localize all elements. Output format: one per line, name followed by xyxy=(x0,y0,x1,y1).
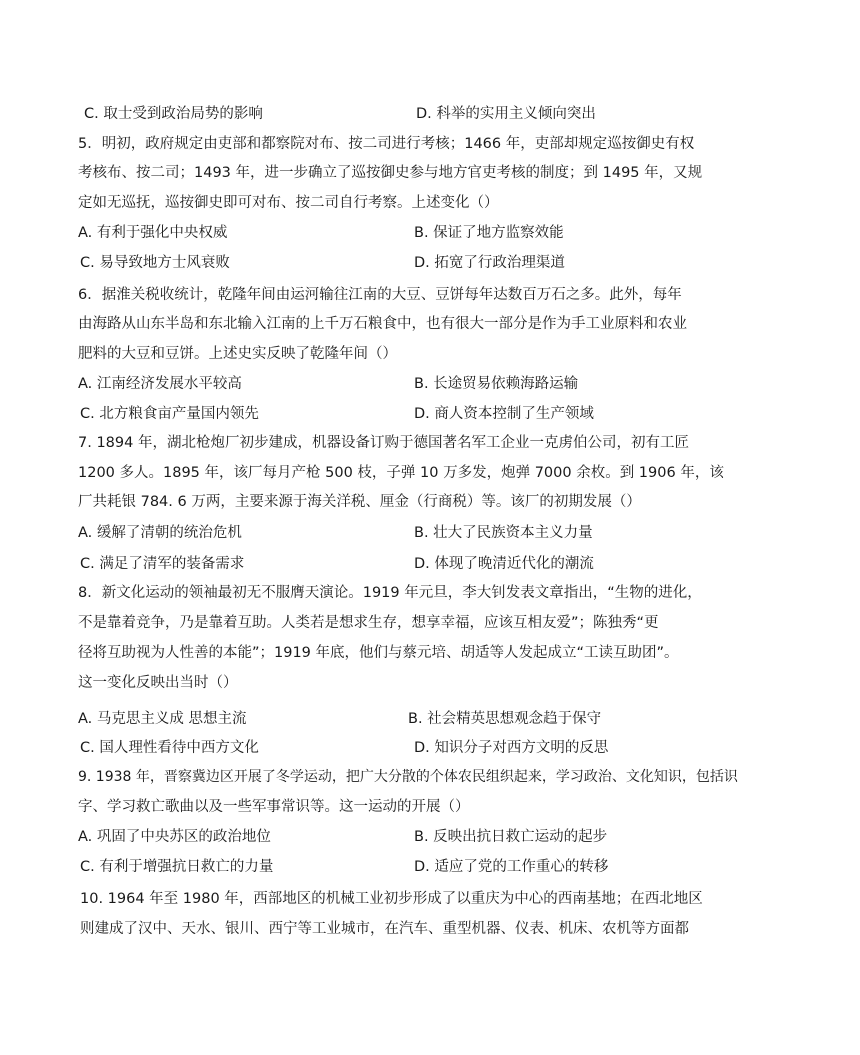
q7-option-d: D. 体现了晚清近代化的潮流 xyxy=(414,556,594,572)
q6-option-a: A. 江南经济发展水平较高 xyxy=(78,376,242,392)
q5-option-d: D. 拓宽了行政治理渠道 xyxy=(414,255,565,271)
q9-stem-line-2: 字、学习救亡歌曲以及一些军事常识等。这一运动的开展（） xyxy=(78,799,470,815)
q5-stem-line-2: 考核布、按二司；1493 年，进一步确立了巡按御史参与地方官吏考核的制度；到 1495 年，又规 xyxy=(78,165,703,181)
q5-option-a: A. 有利于强化中央权威 xyxy=(78,225,228,241)
q9-option-d: D. 适应了党的工作重心的转移 xyxy=(414,859,609,875)
q8-stem-line-2: 不是靠着竞争，乃是靠着互助。人类若是想求生存，想享幸福，应该互相友爱”；陈独秀“更 xyxy=(78,615,659,631)
q6-stem-line-3: 肥料的大豆和豆饼。上述史实反映了乾隆年间（） xyxy=(78,346,397,362)
q8-option-a: A. 马克思主义成 思想主流 xyxy=(78,711,247,727)
q8-option-d: D. 知识分子对西方文明的反思 xyxy=(414,740,609,756)
q4-option-c: C. 取士受到政治局势的影响 xyxy=(84,106,263,122)
q8-option-c: C. 国人理性看待中西方文化 xyxy=(80,740,259,756)
q7-option-a: A. 缓解了清朝的统治危机 xyxy=(78,525,242,541)
q6-option-c: C. 北方粮食亩产量国内领先 xyxy=(80,406,259,422)
q10-stem-line-1: 10. 1964 年至 1980 年，西部地区的机械工业初步形成了以重庆为中心的西南基地；在西北地区 xyxy=(80,891,703,907)
q7-option-b: B. 壮大了民族资本主义力量 xyxy=(414,525,593,541)
q9-option-c: C. 有利于增强抗日救亡的力量 xyxy=(80,859,274,875)
q9-option-a: A. 巩固了中央苏区的政治地位 xyxy=(78,829,271,845)
q9-option-b: B. 反映出抗日救亡运动的起步 xyxy=(414,829,608,845)
q6-option-d: D. 商人资本控制了生产领域 xyxy=(414,406,594,422)
q7-stem-line-2: 1200 多人。1895 年，该厂每月产枪 500 枝，子弹 10 万多发，炮弹 7000 余枚。到 1906 年，该 xyxy=(78,465,724,481)
q6-stem-line-2: 由海路从山东半岛和东北输入江南的上千万石粮食中，也有很大一部分是作为手工业原料和农业 xyxy=(78,316,687,332)
q5-stem-line-3: 定如无巡抚，巡按御史即可对布、按二司自行考察。上述变化（） xyxy=(78,195,499,211)
q4-option-d: D. 科举的实用主义倾向突出 xyxy=(416,106,596,122)
q7-option-c: C. 满足了清军的装备需求 xyxy=(80,556,245,572)
q8-stem-line-4: 这一变化反映出当时（） xyxy=(78,675,238,691)
q8-stem-line-3: 径将互助视为人性善的本能”；1919 年底，他们与蔡元培、胡适等人发起成立“工读互助团”。 xyxy=(78,645,679,661)
q7-stem-line-1: 7. 1894 年，湖北枪炮厂初步建成，机器设备订购于德国著名军工企业一克虏伯公司，初有工匠 xyxy=(78,435,689,451)
q6-stem-line-1: 6．据淮关税收统计，乾隆年间由运河输往江南的大豆、豆饼每年达数百万石之多。此外，每年 xyxy=(78,287,682,303)
q5-stem-line-1: 5．明初，政府规定由吏部和都察院对布、按二司进行考核；1466 年，吏部却规定巡按御史有权 xyxy=(78,136,695,152)
q5-option-c: C. 易导致地方士风衰败 xyxy=(80,255,230,271)
q9-stem-line-1: 9. 1938 年，晋察冀边区开展了冬学运动，把广大分散的个体农民组织起来，学习政治、文化知识，包括识 xyxy=(78,769,738,785)
q6-option-b: B. 长途贸易依赖海路运输 xyxy=(414,376,579,392)
q5-option-b: B. 保证了地方监察效能 xyxy=(414,225,564,241)
q10-stem-line-2: 则建成了汉中、天水、银川、西宁等工业城市，在汽车、重型机器、仪表、机床、农机等方面都 xyxy=(80,921,689,937)
q8-option-b: B. 社会精英思想观念趋于保守 xyxy=(408,711,602,727)
q7-stem-line-3: 厂共耗银 784. 6 万两，主要来源于海关洋税、厘金（行商税）等。该厂的初期发展（） xyxy=(78,494,641,510)
q8-stem-line-1: 8．新文化运动的领袖最初无不服膺天演论。1919 年元旦，李大钊发表文章指出，“生物的进化， xyxy=(78,585,702,601)
